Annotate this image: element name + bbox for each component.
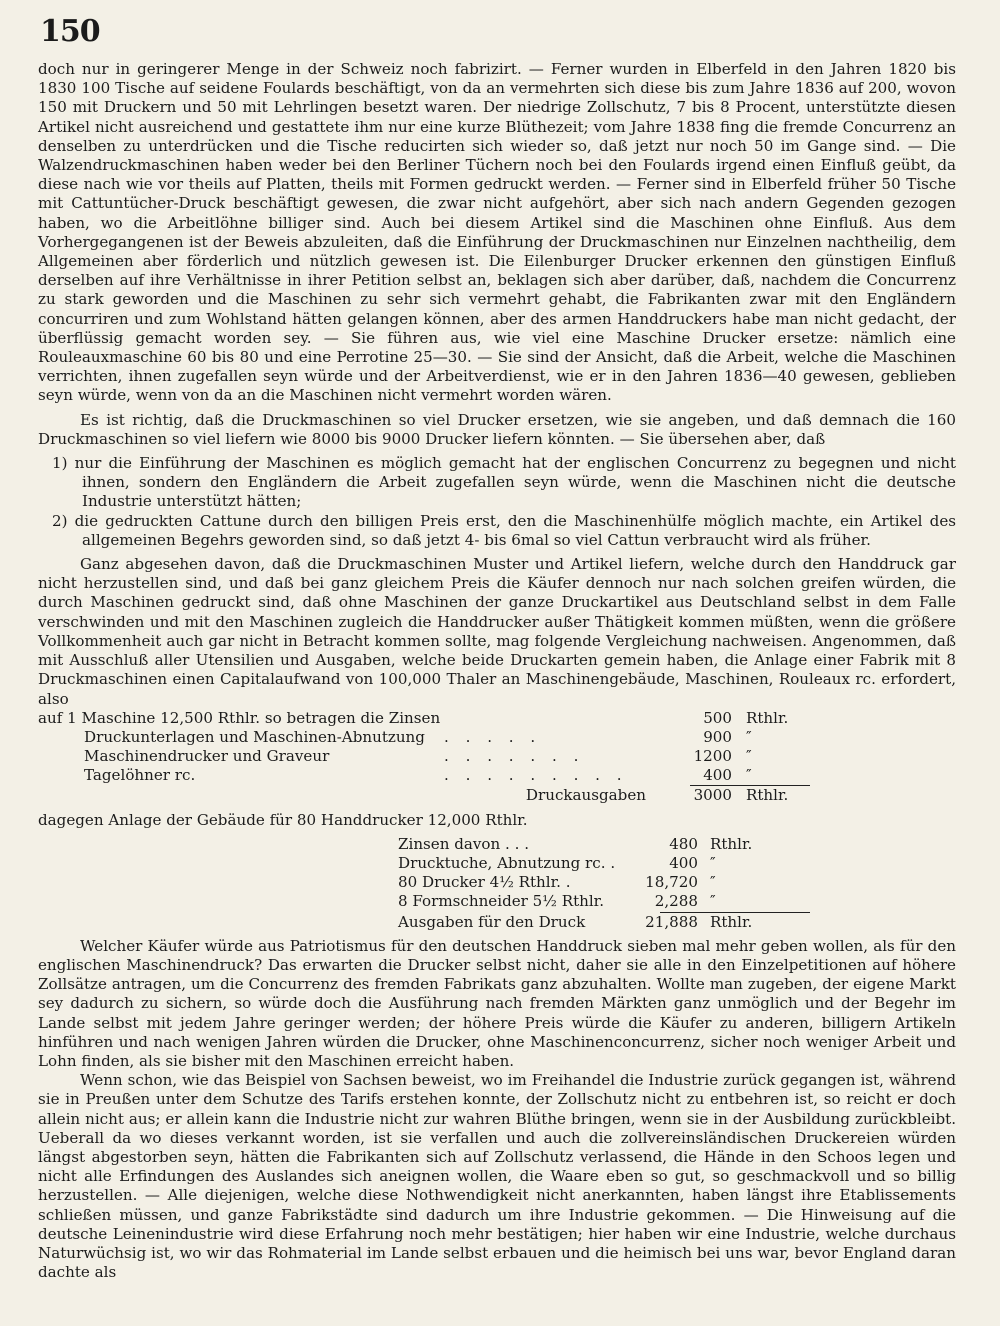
row-dots: . . . . . [444,727,542,746]
total-unit: Rthlr. [710,912,753,931]
row-unit: ″ [746,747,752,766]
total-label: Druckausgaben [525,786,646,805]
table-row [84,766,956,785]
row-amount: 400 [669,854,698,873]
paragraph-5: Wenn schon, wie das Beispiel von Sachsen beweist, wo im Freihandel die Industrie zurück gegangen ist, während sie in Preußen unter dem Schutze des Tarifs erstehen konnte, der Zollschutz nicht zu entbehren ist, so reicht er doch allein nicht aus; er allein kann die Industrie nicht zur wahren Blüthe bringen, wenn sie in der Ausbildung zurückbleibt. Ueberall da wo dieses verkannt worden, ist sie verfallen und auch die zollvereinsländischen Druckereien würden längst abgestorben seyn, hätten die Fabrikanten sich auf Zollschutz verlassend, die Hände in den Schoos legen und nicht alle Erfindungen des Auslandes sich aneignen wollen, die Waare eben so gut, so geschmackvoll und so billig herzustellen. — Alle diejenigen, welche diese Nothwendigkeit nicht anerkannten, haben längst ihre Etablissements schließen müssen, und ganze Fabrikstädte sind dadurch um ihre Industrie gekommen. — Die Hinweisung auf die deutsche Leinenindustrie wird diese Erfahrung noch mehr bestätigen; hier haben wir eine Industrie, welche durchaus Naturwüchsig ist, wo wir das Rohmaterial im Lande selbst erbauen und die heimisch bei uns war, bevor England daran dachte als [38,1071,956,1282]
total-unit: Rthlr. [746,786,789,805]
row-label: 8 Formschneider 5½ Rthlr. [398,892,605,911]
table-row [398,873,956,892]
total-label: Ausgaben für den Druck [398,912,586,931]
row-unit: ″ [746,766,752,785]
row-dots: . . . . . . . . . [444,766,628,785]
table-total-row [398,913,956,932]
row-amount: 18,720 [645,873,698,892]
row-unit: ″ [710,854,716,873]
table-row [84,747,956,766]
paragraph-4: Welcher Käufer würde aus Patriotismus für den deutschen Handdruck sieben mal mehr geben wollen, als für den englischen Maschinendruck? Das erwarten die Drucker selbst nicht, daher sie alle in den Einzelpetitionen auf höhere Zollsätze antragen, um die Concurrenz des fremden Fabrikats ganz abzuhalten. Wollte man zugeben, der eigene Markt sey dadurch zu sichern, so würde doch die Ausführung nach fremden Märkten ganz unmöglich und der Begehr im Lande selbst mit jedem Jahre geringer werden; der höhere Preis würde die Käufer zu anderen, billigern Artikeln hinführen und nach wenigen Jahren würden die Drucker, ohne Maschinenconcurrenz, sicher noch weniger Arbeit und Lohn finden, als sie bisher mit den Maschinen erreicht haben. [38,936,956,1070]
row-amount: 400 [703,766,732,785]
row-amount: 500 [703,708,732,727]
table-row [398,854,956,873]
cost-table-machines [38,709,956,806]
row-label: Zinsen davon . . . [398,834,530,853]
row-unit: Rthlr. [746,708,789,727]
page-number: 150 [40,14,100,49]
cost-table-handdruck [398,835,956,912]
row-amount: 2,288 [654,892,698,911]
handdruck-subheading: dagegen Anlage der Gebäude für 80 Handdrucker 12,000 Rthlr. [38,810,528,829]
row-unit: ″ [746,727,752,746]
row-label: 80 Drucker 4½ Rthlr. . [398,873,571,892]
table-row [398,892,956,911]
row-label: Maschinendrucker und Graveur [84,747,330,766]
row-dots: . . . . . . . [444,747,585,766]
numbered-list [38,454,956,550]
row-unit: ″ [710,892,716,911]
row-amount: 900 [703,727,732,746]
row-unit: ″ [710,873,716,892]
paragraph-1: doch nur in geringerer Menge in der Schweiz noch fabrizirt. — Ferner wurden in Elberfeld in den Jahren 1820 bis 1830 100 Tische auf seidene Foulards beschäftigt, von da an vermehrten sich diese bis zum Jahre 1836 auf 200, wovon 150 mit Druckern und 50 mit Lehrlingen besetzt waren. Der niedrige Zollschutz, 7 bis 8 Procent, unterstützte diesen Artikel nicht ausreichend und gestattete ihm nur eine kurze Blüthezeit; vom Jahre 1838 fing die fremde Concurrenz an denselben zu unterdrücken und die Tische reducirten sich wieder so, daß jetzt nur noch 50 im Gange sind. — Die Walzendruckmaschinen haben weder bei den Berliner Tüchern noch bei den Foulards irgend einen Einfluß geübt, da diese nach wie vor theils auf Platten, theils mit Formen gedruckt werden. — Ferner sind in Elberfeld früher 50 Tische mit Cattuntücher-Druck beschäftigt gewesen, die zwar nicht aufgehört, aber sich nach andern Gegenden gezogen haben, wo die Arbeitlöhne billiger sind. Auch bei diesem Artikel sind die Maschinen ohne Einfluß. Aus dem Vorhergegangenen ist der Beweis abzuleiten, daß die Einführung der Druckmaschinen nur Einzelnen nachtheilig, dem Allgemeinen aber förderlich und nützlich gewesen ist. Die Eilenburger Drucker erkennen den günstigen Einfluß derselben auf ihre Verhältnisse in ihrer Petition selbst an, beklagen sich aber darüber, daß, nachdem die Concurrenz zu stark geworden und die Maschinen zu sehr sich vermehrt gehabt, die Fabrikanten zwar mit den Engländern concurriren und zum Wohlstand hätten gelangen können, aber des armen Handdruckers habe man nicht gedacht, der überflüssig gemacht worden sey. — Sie führen aus, wie viel eine Maschine Drucker ersetze: nämlich eine Rouleauxmaschine 60 bis 80 und eine Perrotine 25—30. — Sie sind der Ansicht, daß die Arbeit, welche die Maschinen verrichten, ihnen zugefallen seyn würde und der Arbeitverdienst, wie er in den Jahren 1836—40 gewesen, geblieben seyn würde, wenn von da an die Maschinen nicht vermehrt worden wären. [38,60,956,405]
paragraph-3: Ganz abgesehen davon, daß die Druckmaschinen Muster und Artikel liefern, welche durch den Handdruck gar nicht herzustellen sind, und daß bei ganz gleichem Preis die Käufer dennoch nur nach solchen greifen würden, die durch Maschinen gedruckt sind, daß ohne Maschinen der ganze Druckartikel aus Deutschland selbst in dem Falle verschwinden und mit den Maschinen zugleich die Handdrucker außer Thätigkeit kommen müßten, wenn die größere Vollkommenheit auch gar nicht in Betracht kommen sollte, mag folgende Vergleichung nachweisen. Angenommen, daß mit Ausschluß aller Utensilien und Ausgaben, welche beide Druckarten gemein haben, die Anlage einer Fabrik mit 8 Druckmaschinen einen Capitalaufwand von 100,000 Thaler an Maschinengebäude, Maschinen, Rouleaux rc. erfordert, also [38,555,956,708]
total-amount: 3000 [693,786,732,805]
total-amount: 21,888 [645,912,698,931]
row-amount: 480 [669,834,698,853]
row-label: Druckunterlagen und Maschinen-Abnutzung [84,727,425,746]
table-row [38,709,956,728]
row-label: Tagelöhner rc. [84,766,196,785]
table-row [38,728,956,747]
row-label: Drucktuche, Abnutzung rc. . [398,854,616,873]
paragraph-2: Es ist richtig, daß die Druckmaschinen so viel Drucker ersetzen, wie sie angeben, und daß demnach die 160 Druckmaschinen so viel liefern wie 8000 bis 9000 Drucker liefern könnten. — Sie übersehen aber, daß [38,410,956,448]
table-total-row [38,786,956,805]
list-item: 2) die gedruckten Cattune durch den billigen Preis erst, den die Maschinenhülfe möglich machte, ein Artikel des allgemeinen Begehrs geworden sind, so daß jetzt 4- bis 6mal so viel Cattun verbraucht wird als früher. [52,511,956,549]
text-column [38,60,956,1282]
row-unit: Rthlr. [710,834,753,853]
row-label: auf 1 Maschine 12,500 Rthlr. so betragen die Zinsen [38,708,441,727]
row-amount: 1200 [693,747,732,766]
list-item: 1) nur die Einführung der Maschinen es möglich gemacht hat der englischen Concurrenz zu begegnen und nicht ihnen, sondern den Engländern die Arbeit zugefallen seyn würde, wenn die Maschinen nicht die deutsche Industrie unterstützt hätten; [52,454,956,511]
table-row [398,835,956,854]
